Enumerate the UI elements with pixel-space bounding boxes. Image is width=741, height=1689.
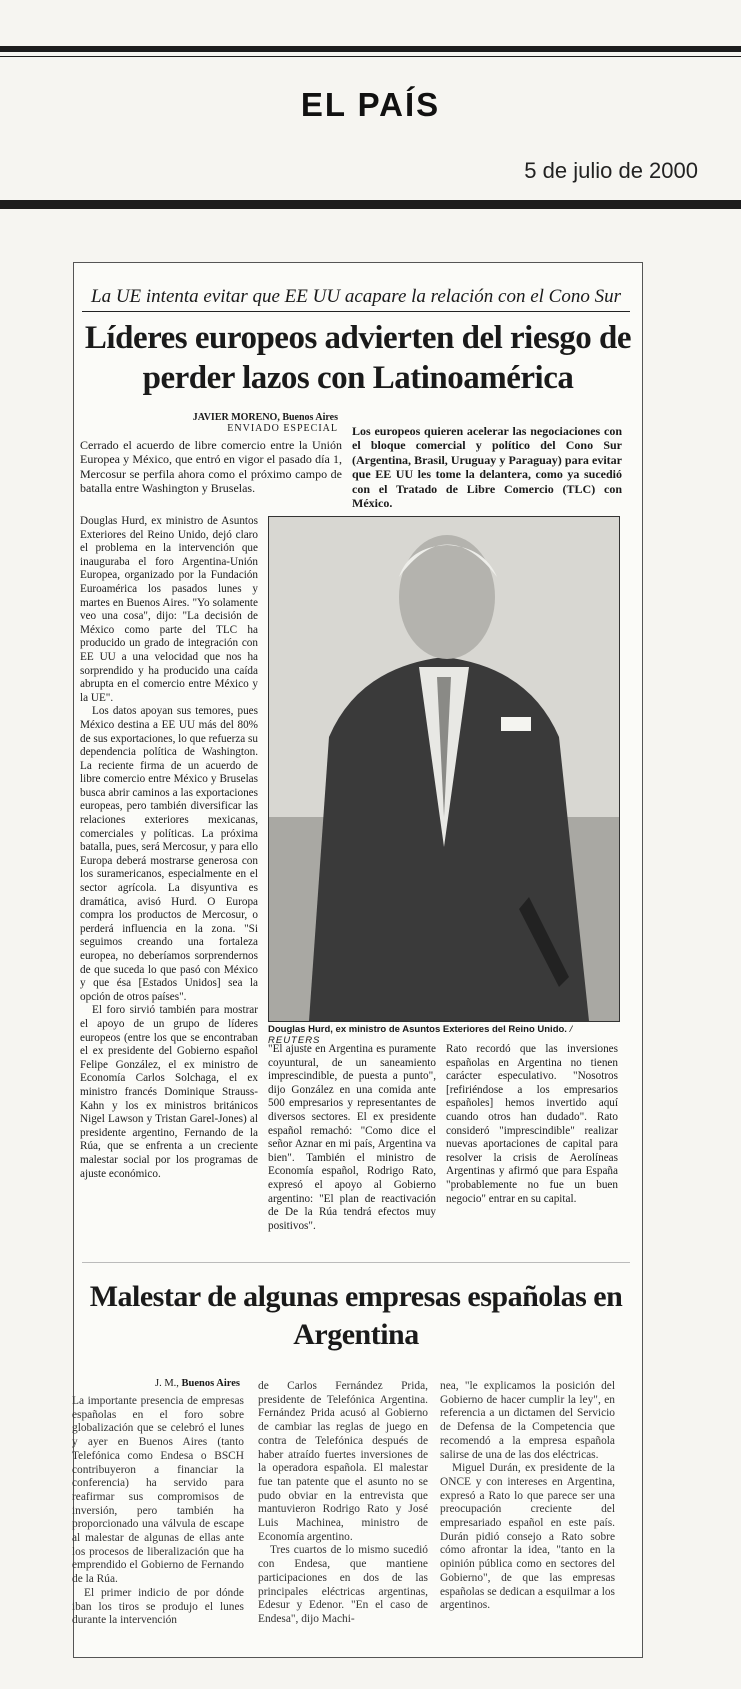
article-paragraph: Rato recordó que las inversiones españolas en Argentina no tienen carácter especulativo. "Nosotros [refiriéndose a los empresarios españoles] hemos invertido aquí cuando otros han dudado". Rato consideró "imprescindible" realizar nuevas aportaciones de capital para resolver la crisis de Aerolíneas Argentinas y afirmó que para España "probablemente no fue un buen negocio" entrar en su capital.	[446, 1043, 618, 1205]
publication-date: 5 de julio de 2000	[524, 158, 698, 183]
sidebar-headline: Malestar de algunas empresas españolas en Argentina	[89, 1280, 623, 1351]
lead-right-text: Los europeos quieren acelerar las negociaciones con el bloque comercial y político del Cono Sur (Argentina, Brasil, Uruguay y Paraguay) para evitar que EE UU les tome la delantera, como ya sucedió con el Tratado de Libre Comercio (TLC) con México.	[352, 424, 622, 510]
article-column-1	[80, 515, 258, 1275]
article-column-2	[268, 1043, 436, 1249]
douglas-hurd-photo	[268, 516, 620, 1022]
top-rule	[0, 46, 741, 52]
sidebar-column-3	[440, 1380, 615, 1644]
article-kicker: La UE intenta evitar que EE UU acapare la relación con el Cono Sur	[82, 286, 630, 312]
article-paragraph: Los datos apoyan sus temores, pues México destina a EE UU más del 80% de sus exportaciones, lo que refuerza su dependencia política de Washington. La reciente firma de un acuerdo de libre comercio entre México y Bruselas busca abrir caminos a las exportaciones europeas, pero también diversificar las relaciones exteriores mexicanas, comerciales y políticas. La próxima batalla, pues, será Mercosur, y para ello Europa deberá mostrarse generosa con los suramericanos, especialmente en el sector agrícola. La disyuntiva es dramática, avisó Hurd. O Europa compra los productos de Mercosur, o perderá influencia en la zona. "Si seguimos creando una fortaleza europea, no deberíamos sorprendernos de que suceda lo que pasó con México y que ésa [Estados Unidos] sea la opción de otros países".	[80, 705, 258, 1003]
sidebar-paragraph: nea, "le explicamos la posición del Gobierno de hacer cumplir la ley", en referencia a un dictamen del Servicio de Defensa de la Competencia que recomendó a la empresa española salirse de una de las dos eléctricas.	[440, 1380, 615, 1461]
article-lead-right	[352, 424, 622, 510]
byline-place: Buenos Aires	[282, 412, 338, 423]
sidebar-column-1	[72, 1395, 244, 1643]
bottom-header-rule	[0, 200, 741, 209]
byline-author: JAVIER MORENO,	[192, 412, 280, 423]
article-paragraph: "El ajuste en Argentina es puramente coyuntural, de un saneamiento imprescindible, de puesta a punto", dijo González en una comida ante 500 empresarios y representantes de diversos sectores. El ex presidente español remachó: "Como dice el señor Aznar en mi país, Argentina va bien". También el ministro de Economía español, Rodrigo Rato, expresó el apoyo al Gobierno argentino: "El plan de reactivación de De la Rúa tendrá efectos muy positivos".	[268, 1043, 436, 1232]
sidebar-paragraph: de Carlos Fernández Prida, presidente de Telefónica Argentina. Fernández Prida acusó al Gobierno de cambiar las reglas de juego en contra de Telefónica después de haber atraído fuertes inversiones de la operadora española. El malestar fue tan patente que el asunto no se pudo obviar en la entrevista que mantuvieron Rodrigo Rato y José Luis Machinea, ministro de Economía argentino.	[258, 1380, 428, 1543]
masthead: EL PAÍS	[300, 86, 441, 123]
sidebar-column-2	[258, 1380, 428, 1644]
sidebar-paragraph: Tres cuartos de lo mismo sucedió con Endesa, que mantiene participaciones en dos de las principales eléctricas argentinas, Edesur y Edenor. "En el caso de Endesa", dijo Machi-	[258, 1544, 428, 1625]
portrait-illustration	[269, 517, 619, 1021]
sidebar-paragraph: La importante presencia de empresas españolas en el foro sobre globalización que se celebró el lunes y ayer en Buenos Aires (tanto Telefónica como Endesa o BSCH contribuyeron a financiar la conferencia) ha servido para reafirmar sus compromisos de inversión, pero también ha proporcionado una válvula de escape al malestar de algunas de ellas ante los procesos de liberalización que ha emprendido el Gobierno de Fernando de la Rúa.	[72, 1395, 244, 1586]
article-lead-left	[80, 438, 342, 508]
sidebar-paragraph: El primer indicio de por dónde iban los tiros se produjo el lunes durante la intervención	[72, 1586, 244, 1627]
lead-left-text: Cerrado el acuerdo de libre comercio entre la Unión Europea y México, que entró en vigor el pasado día 1, Mercosur se perfila ahora como el próximo campo de batalla entre Washington y Bruselas.	[80, 438, 342, 496]
photo-credit: / REUTERS	[268, 1024, 574, 1046]
article-paragraph: El foro sirvió también para mostrar el apoyo de un grupo de líderes europeos (entre los que se encontraban el ex presidente del Gobierno español Felipe González, el ex ministro de Economía Carlos Solchaga, el ex ministro francés Dominique Strauss-Kahn y los ex ministros británicos Nigel Lawson y Tristan Garel-Jones) al presidente argentino, Fernando de la Rúa, que se enfrenta a un creciente malestar social por los programas de ajuste económico.	[80, 1004, 258, 1180]
sidebar-byline-place: Buenos Aires	[181, 1378, 240, 1389]
sidebar-byline	[80, 1378, 240, 1389]
section-divider	[82, 1262, 630, 1263]
article-byline	[80, 412, 338, 434]
sidebar-paragraph: Miguel Durán, ex presidente de la ONCE y con intereses en Argentina, expresó a Rato lo que parece ser una preocupación creciente del empresariado español en este país. Durán pidió consejo a Rato sobre cómo afrontar la idea, "tanto en la opinión pública como en sectores del Gobierno", de que las empresas españolas se dedican a esquilmar a los argentinos.	[440, 1462, 615, 1612]
article-headline: Líderes europeos advierten del riesgo de perder lazos con Latinoamérica	[84, 320, 632, 396]
caption-text: Douglas Hurd, ex ministro de Asuntos Exteriores del Reino Unido.	[268, 1024, 567, 1035]
byline-role: ENVIADO ESPECIAL	[227, 423, 338, 434]
article-paragraph: Douglas Hurd, ex ministro de Asuntos Exteriores del Reino Unido, dejó claro el problema en la intervención que inauguraba el foro Argentina-Unión Europea, organizado por la Fundación Euroamérica los pasados lunes y martes en Buenos Aires. "Yo solamente veo una cosa", dijo: "La decisión de México como parte del TLC ha producido un grado de integración con EE UU a una velocidad que nos ha sorprendido y ha producido una caída abrupta en el comercio entre México y la UE".	[80, 515, 258, 704]
sidebar-byline-author: J. M.,	[154, 1378, 179, 1389]
article-column-3	[446, 1043, 618, 1249]
top-rule-thin	[0, 56, 741, 57]
